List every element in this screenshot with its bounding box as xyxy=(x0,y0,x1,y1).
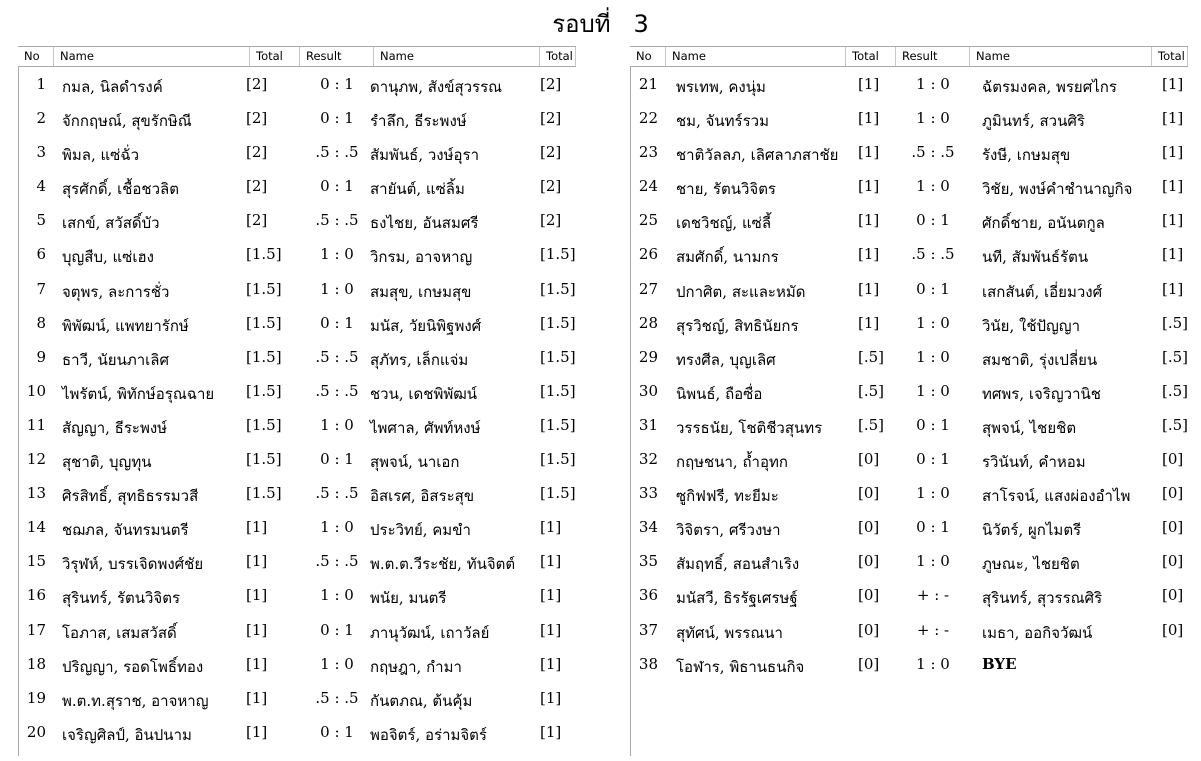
table-row[interactable] xyxy=(630,647,1188,681)
cell-player-name: สุชาติ, บุญทุน xyxy=(62,453,152,472)
table-row[interactable] xyxy=(18,544,576,578)
cell-opponent-name: ทศพร, เจริญวานิช xyxy=(982,384,1101,403)
table-row[interactable] xyxy=(630,613,1188,647)
cell-no: 35 xyxy=(638,552,658,571)
cell-player-total: [1] xyxy=(858,109,880,128)
cell-player-name: ทรงศีล, บุญเลิศ xyxy=(676,350,776,369)
cell-player-name: ศิรสิทธิ์, สุทธิธรรมวสี xyxy=(62,487,199,506)
cell-player-name: มนัสวี, ธิรรัฐเศรษฐ์ xyxy=(676,589,798,608)
cell-player-total: [0] xyxy=(858,654,880,673)
cell-opponent-total: [.5] xyxy=(1162,381,1189,400)
cell-opponent-total: [2] xyxy=(540,109,562,128)
cell-result: 1 : 0 xyxy=(916,177,950,196)
table-row[interactable] xyxy=(630,544,1188,578)
cell-no: 19 xyxy=(26,688,46,707)
cell-opponent-name: ชวน, เดชพิพัฒน์ xyxy=(370,384,478,403)
cell-opponent-name: สัมพันธ์, วงษ์อุรา xyxy=(370,146,479,165)
cell-player-total: [0] xyxy=(858,552,880,571)
table-row[interactable] xyxy=(18,135,576,169)
cell-opponent-name: ศักดิ์ชาย, อนันตกูล xyxy=(982,214,1105,233)
cell-player-total: [0] xyxy=(858,586,880,605)
cell-opponent-total: [1] xyxy=(540,688,562,707)
header-name[interactable]: Name xyxy=(666,47,846,66)
table-row[interactable] xyxy=(18,374,576,408)
cell-player-total: [1] xyxy=(858,177,880,196)
table-header xyxy=(18,46,576,67)
cell-result: .5 : .5 xyxy=(911,143,955,162)
cell-opponent-name: กฤษฎา, กำมา xyxy=(370,657,462,676)
cell-opponent-name: วิกรม, อาจหาญ xyxy=(370,248,473,267)
cell-opponent-total: [1.5] xyxy=(540,245,576,264)
cell-opponent-total: [0] xyxy=(1162,484,1184,503)
cell-opponent-name: BYE xyxy=(982,654,1017,673)
cell-no: 12 xyxy=(26,450,46,469)
cell-player-total: [1] xyxy=(858,279,880,298)
table-row[interactable] xyxy=(630,67,1188,101)
cell-result: 0 : 1 xyxy=(320,109,354,128)
cell-opponent-name: วิชัย, พงษ์คำชำนาญกิจ xyxy=(982,180,1133,199)
cell-no: 27 xyxy=(638,279,658,298)
cell-opponent-total: [.5] xyxy=(1162,415,1189,434)
cell-player-name: ชฌภล, จันทรมนตรี xyxy=(62,521,189,540)
cell-result: 1 : 0 xyxy=(320,518,354,537)
cell-result: 0 : 1 xyxy=(916,415,950,434)
cell-opponent-total: [.5] xyxy=(1162,313,1189,332)
cell-player-total: [0] xyxy=(858,484,880,503)
cell-player-name: สุรศักดิ์, เชื้อชวลิต xyxy=(62,180,179,199)
cell-no: 15 xyxy=(26,552,46,571)
cell-player-name: โอภาส, เสมสวัสดิ์ xyxy=(62,623,177,642)
cell-result: 1 : 0 xyxy=(916,313,950,332)
cell-player-total: [1] xyxy=(858,211,880,230)
table-row[interactable] xyxy=(18,306,576,340)
cell-opponent-total: [1] xyxy=(1162,211,1184,230)
table-row[interactable] xyxy=(630,476,1188,510)
cell-player-name: พ.ต.ท.สุราช, อาจหาญ xyxy=(62,691,209,710)
cell-opponent-total: [1] xyxy=(540,518,562,537)
cell-opponent-total: [1] xyxy=(540,654,562,673)
cell-player-name: พิพัฒน์, แพทยารักษ์ xyxy=(62,316,189,335)
cell-result: 1 : 0 xyxy=(916,552,950,571)
cell-opponent-total: [2] xyxy=(540,143,562,162)
cell-player-total: [2] xyxy=(246,177,268,196)
cell-opponent-name: สมสุข, เกษมสุข xyxy=(370,282,472,301)
cell-opponent-total: [2] xyxy=(540,211,562,230)
cell-player-name: พรเทพ, คงนุ่ม xyxy=(676,78,766,96)
cell-result: 1 : 0 xyxy=(320,654,354,673)
cell-no: 34 xyxy=(638,518,658,537)
cell-opponent-total: [1] xyxy=(540,552,562,571)
cell-result: .5 : .5 xyxy=(315,381,359,400)
cell-player-total: [1.5] xyxy=(246,381,282,400)
cell-result: 1 : 0 xyxy=(320,245,354,264)
table-row[interactable] xyxy=(630,374,1188,408)
header-total-opponent[interactable]: Total xyxy=(1152,47,1188,66)
header-total[interactable]: Total xyxy=(846,47,896,66)
cell-opponent-name: กันตภณ, ต้นคุ้ม xyxy=(370,691,473,710)
cell-opponent-total: [1.5] xyxy=(540,381,576,400)
cell-opponent-name: ภูษณะ, ไชยชิต xyxy=(982,555,1080,574)
cell-player-name: จตุพร, ละการชั่ว xyxy=(62,282,170,301)
cell-no: 10 xyxy=(26,381,46,400)
cell-player-total: [1] xyxy=(858,75,880,93)
cell-result: 0 : 1 xyxy=(320,620,354,639)
cell-opponent-total: [1.5] xyxy=(540,347,576,366)
table-row[interactable] xyxy=(630,340,1188,374)
cell-player-total: [1.5] xyxy=(246,450,282,469)
cell-player-total: [.5] xyxy=(858,415,885,434)
cell-opponent-total: [1] xyxy=(1162,279,1184,298)
cell-no: 4 xyxy=(36,177,46,196)
cell-player-name: นิพนธ์, ถือซื่อ xyxy=(676,384,763,403)
cell-result: 1 : 0 xyxy=(916,654,950,673)
header-result[interactable]: Result xyxy=(896,47,970,66)
table-row[interactable] xyxy=(18,408,576,442)
cell-result: 1 : 0 xyxy=(916,109,950,128)
cell-player-total: [1.5] xyxy=(246,347,282,366)
cell-no: 14 xyxy=(26,518,46,537)
cell-player-total: [.5] xyxy=(858,347,885,366)
cell-no: 36 xyxy=(638,586,658,605)
table-row[interactable] xyxy=(630,237,1188,271)
table-row[interactable] xyxy=(630,442,1188,476)
cell-opponent-name: พอจิตร์, อร่ามจิตร์ xyxy=(370,725,487,744)
cell-no: 1 xyxy=(36,75,46,93)
cell-opponent-total: [0] xyxy=(1162,450,1184,469)
table-row[interactable] xyxy=(18,510,576,544)
cell-player-total: [.5] xyxy=(858,381,885,400)
cell-no: 23 xyxy=(638,143,658,162)
cell-opponent-name: พ.ต.ต.วีระชัย, ทันจิตต์ xyxy=(370,555,516,574)
table-row[interactable] xyxy=(630,101,1188,135)
cell-opponent-total: [1] xyxy=(1162,109,1184,128)
cell-no: 16 xyxy=(26,586,46,605)
pairings-table-left xyxy=(18,46,576,749)
cell-result: 1 : 0 xyxy=(320,279,354,298)
cell-player-name: ปกาศิต, สะและหมัด xyxy=(676,282,806,301)
cell-no: 28 xyxy=(638,313,658,332)
cell-player-name: สุรินทร์, รัตนวิจิตร xyxy=(62,589,181,608)
cell-result: 1 : 0 xyxy=(916,75,950,93)
cell-player-total: [1] xyxy=(858,143,880,162)
cell-no: 38 xyxy=(638,654,658,673)
table-row[interactable] xyxy=(630,135,1188,169)
cell-opponent-total: [1] xyxy=(1162,177,1184,196)
cell-result: .5 : .5 xyxy=(315,552,359,571)
cell-no: 8 xyxy=(36,313,46,332)
cell-player-total: [1.5] xyxy=(246,245,282,264)
cell-player-name: วรรธนัย, โชติชีวสุนทร xyxy=(676,418,823,437)
cell-player-name: วิจิตรา, ศรีวงษา xyxy=(676,521,781,540)
cell-no: 20 xyxy=(26,722,46,741)
cell-result: .5 : .5 xyxy=(315,211,359,230)
cell-player-name: บุญสืบ, แซ่เฮง xyxy=(62,248,154,267)
cell-player-name: วิรุฬห์, บรรเจิดพงศ์ชัย xyxy=(62,555,204,574)
table-row[interactable] xyxy=(18,340,576,374)
cell-no: 18 xyxy=(26,654,46,673)
cell-player-name: ซูกิฟฟรี, ทะยีมะ xyxy=(676,487,779,506)
cell-player-total: [1] xyxy=(246,552,268,571)
header-no[interactable]: No xyxy=(18,47,54,66)
cell-opponent-total: [.5] xyxy=(1162,347,1189,366)
cell-no: 9 xyxy=(36,347,46,366)
cell-opponent-total: [1] xyxy=(540,722,562,741)
cell-result: 0 : 1 xyxy=(320,177,354,196)
cell-result: 1 : 0 xyxy=(916,484,950,503)
cell-opponent-total: [2] xyxy=(540,177,562,196)
cell-player-total: [1.5] xyxy=(246,484,282,503)
cell-player-name: กมล, นิลดำรงค์ xyxy=(62,78,163,96)
cell-player-name: สัญญา, ธีระพงษ์ xyxy=(62,418,168,437)
cell-player-name: สมศักดิ์, นามกร xyxy=(676,248,779,267)
cell-result: 0 : 1 xyxy=(916,450,950,469)
cell-no: 22 xyxy=(638,109,658,128)
cell-opponent-name: ฉัตรมงคล, พรยศไกร xyxy=(982,78,1117,96)
cell-no: 17 xyxy=(26,620,46,639)
cell-result: + : - xyxy=(916,620,950,639)
cell-player-total: [1] xyxy=(246,654,268,673)
cell-opponent-name: ไพศาล, ศัพท์หงษ์ xyxy=(370,418,481,437)
page-title: รอบที่ 3 xyxy=(552,10,649,38)
cell-opponent-name: พนัย, มนตรี xyxy=(370,589,447,608)
cell-result: + : - xyxy=(916,586,950,605)
cell-opponent-name: ภานุวัฒน์, เถาวัลย์ xyxy=(370,623,490,642)
cell-player-total: [2] xyxy=(246,75,268,93)
cell-opponent-total: [1] xyxy=(540,586,562,605)
cell-opponent-total: [0] xyxy=(1162,586,1184,605)
table-row[interactable] xyxy=(18,101,576,135)
cell-no: 31 xyxy=(638,415,658,434)
header-no[interactable]: No xyxy=(630,47,666,66)
cell-opponent-name: รวินันท์, คำหอม xyxy=(982,453,1086,472)
cell-player-total: [2] xyxy=(246,109,268,128)
pairings-table-right xyxy=(630,46,1188,681)
cell-player-total: [1] xyxy=(858,245,880,264)
cell-player-name: ธาวี, นัยนภาเลิศ xyxy=(62,350,169,369)
table-row[interactable] xyxy=(18,67,576,101)
cell-result: 0 : 1 xyxy=(320,313,354,332)
cell-opponent-total: [0] xyxy=(1162,552,1184,571)
cell-player-total: [1.5] xyxy=(246,313,282,332)
table-row[interactable] xyxy=(18,681,576,715)
cell-no: 30 xyxy=(638,381,658,400)
cell-opponent-name: สุพจน์, นาเอก xyxy=(370,453,460,472)
cell-opponent-name: เสกสันต์, เอี่ยมวงศ์ xyxy=(982,282,1103,301)
table-row[interactable] xyxy=(18,272,576,306)
cell-player-name: กฤษชนา, ถ้ำอุทก xyxy=(676,453,788,472)
table-row[interactable] xyxy=(630,510,1188,544)
cell-player-name: ปริญญา, รอดโพธิ์ทอง xyxy=(62,657,204,676)
cell-player-total: [1] xyxy=(246,586,268,605)
cell-result: 0 : 1 xyxy=(320,75,354,93)
table-row[interactable] xyxy=(18,613,576,647)
cell-no: 37 xyxy=(638,620,658,639)
cell-opponent-total: [1] xyxy=(1162,143,1184,162)
cell-result: .5 : .5 xyxy=(315,688,359,707)
cell-opponent-total: [2] xyxy=(540,75,562,93)
cell-result: 1 : 0 xyxy=(320,415,354,434)
cell-opponent-name: วินัย, ใช้ปัญญา xyxy=(982,316,1081,335)
cell-opponent-name: นิวัตร์, ผูกไมตรี xyxy=(982,521,1082,540)
cell-player-name: สัมฤทธิ์, สอนสำเริง xyxy=(676,555,800,574)
cell-player-name: โอฬาร, พิธานธนกิจ xyxy=(676,657,805,676)
cell-no: 11 xyxy=(26,415,46,434)
cell-player-name: ชาย, รัตนวิจิตร xyxy=(676,180,776,199)
cell-opponent-name: ดานุภพ, สังข์สุวรรณ xyxy=(370,78,503,96)
cell-opponent-name: นที, สัมพันธ์รัตน xyxy=(982,248,1089,267)
cell-result: .5 : .5 xyxy=(911,245,955,264)
cell-no: 25 xyxy=(638,211,658,230)
cell-opponent-name: ธงไชย, อันสมศรี xyxy=(370,214,479,233)
cell-no: 21 xyxy=(638,75,658,93)
cell-opponent-name: ภูมินทร์, สวนศิริ xyxy=(982,112,1085,131)
cell-no: 33 xyxy=(638,484,658,503)
table-row[interactable] xyxy=(630,578,1188,612)
table-row[interactable] xyxy=(18,169,576,203)
table-row[interactable] xyxy=(18,647,576,681)
cell-opponent-total: [1] xyxy=(1162,245,1184,264)
cell-opponent-name: สาโรจน์, แสงผ่องอำไพ xyxy=(982,487,1131,506)
cell-opponent-total: [1.5] xyxy=(540,279,576,298)
table-row[interactable] xyxy=(630,169,1188,203)
cell-no: 32 xyxy=(638,450,658,469)
cell-opponent-total: [1.5] xyxy=(540,484,576,503)
cell-result: 0 : 1 xyxy=(916,211,950,230)
table-row[interactable] xyxy=(630,408,1188,442)
cell-opponent-total: [1] xyxy=(1162,75,1184,93)
cell-no: 3 xyxy=(36,143,46,162)
cell-opponent-name: อิสเรศ, อิสระสุข xyxy=(370,487,475,506)
header-name-opponent[interactable]: Name xyxy=(374,47,540,66)
cell-opponent-name: สุภัทร, เล็กแจ่ม xyxy=(370,350,469,369)
cell-result: 0 : 1 xyxy=(320,722,354,741)
cell-result: 0 : 1 xyxy=(916,279,950,298)
cell-no: 7 xyxy=(36,279,46,298)
cell-player-name: สุทัศน์, พรรณนา xyxy=(676,623,783,642)
header-total-opponent[interactable]: Total xyxy=(540,47,576,66)
cell-result: 1 : 0 xyxy=(916,381,950,400)
header-name[interactable]: Name xyxy=(54,47,250,66)
cell-no: 24 xyxy=(638,177,658,196)
cell-player-total: [0] xyxy=(858,518,880,537)
cell-result: 1 : 0 xyxy=(916,347,950,366)
cell-player-total: [0] xyxy=(858,450,880,469)
cell-player-total: [1] xyxy=(246,722,268,741)
table-row[interactable] xyxy=(18,237,576,271)
cell-no: 5 xyxy=(36,211,46,230)
cell-player-total: [1] xyxy=(246,518,268,537)
table-header xyxy=(630,46,1188,67)
cell-opponent-name: สายันต์, แซ่ลิ้ม xyxy=(370,180,465,199)
cell-opponent-total: [1.5] xyxy=(540,415,576,434)
cell-player-total: [1] xyxy=(858,313,880,332)
cell-player-total: [1] xyxy=(246,688,268,707)
cell-opponent-name: สมชาติ, รุ่งเปลี่ยน xyxy=(982,350,1098,369)
cell-player-total: [2] xyxy=(246,143,268,162)
table-row[interactable] xyxy=(630,306,1188,340)
cell-no: 26 xyxy=(638,245,658,264)
cell-result: .5 : .5 xyxy=(315,347,359,366)
cell-player-name: เสกข์, สวัสดิ์บัว xyxy=(62,214,160,233)
cell-result: 0 : 1 xyxy=(320,450,354,469)
table-row[interactable] xyxy=(630,272,1188,306)
header-result[interactable]: Result xyxy=(300,47,374,66)
cell-no: 6 xyxy=(36,245,46,264)
cell-result: .5 : .5 xyxy=(315,484,359,503)
cell-opponent-name: สุรินทร์, สุวรรณศิริ xyxy=(982,589,1103,608)
cell-player-total: [2] xyxy=(246,211,268,230)
cell-player-name: ชม, จันทร์รวม xyxy=(676,112,769,131)
cell-no: 2 xyxy=(36,109,46,128)
cell-opponent-name: เมธา, ออกิจวัฒน์ xyxy=(982,623,1093,642)
table-row[interactable] xyxy=(18,442,576,476)
table-row[interactable] xyxy=(18,203,576,237)
cell-opponent-total: [0] xyxy=(1162,518,1184,537)
cell-player-name: จักกฤษณ์, สุขรักษิณี xyxy=(62,112,192,131)
cell-opponent-name: มนัส, วัยนิพิฐพงศ์ xyxy=(370,316,482,335)
cell-result: 0 : 1 xyxy=(916,518,950,537)
cell-result: 1 : 0 xyxy=(320,586,354,605)
cell-player-total: [1.5] xyxy=(246,279,282,298)
cell-player-name: สุรวิชญ์, สิทธินัยกร xyxy=(676,316,799,335)
cell-opponent-total: [1] xyxy=(540,620,562,639)
cell-opponent-name: ประวิทย์, คมขำ xyxy=(370,521,471,540)
header-name-opponent[interactable]: Name xyxy=(970,47,1152,66)
cell-opponent-total: [1.5] xyxy=(540,313,576,332)
cell-player-name: เดชวิชญ์, แซ่ลี้ xyxy=(676,214,772,233)
cell-player-name: เจริญศิลป์, อินปนาม xyxy=(62,725,192,744)
table-row[interactable] xyxy=(18,578,576,612)
cell-player-total: [1.5] xyxy=(246,415,282,434)
cell-player-total: [0] xyxy=(858,620,880,639)
table-row[interactable] xyxy=(18,476,576,510)
cell-opponent-total: [0] xyxy=(1162,620,1184,639)
cell-player-name: ชาติวัลลภ, เลิศลาภสาชัย xyxy=(676,146,839,165)
cell-result: .5 : .5 xyxy=(315,143,359,162)
table-row[interactable] xyxy=(18,715,576,749)
header-total[interactable]: Total xyxy=(250,47,300,66)
cell-no: 13 xyxy=(26,484,46,503)
cell-player-name: ไพรัตน์, พิทักษ์อรุณฉาย xyxy=(62,384,215,403)
table-row[interactable] xyxy=(630,203,1188,237)
cell-opponent-total: [1.5] xyxy=(540,450,576,469)
cell-opponent-name: รำลึก, ธีระพงษ์ xyxy=(370,112,467,131)
cell-no: 29 xyxy=(638,347,658,366)
cell-player-total: [1] xyxy=(246,620,268,639)
cell-opponent-name: รังษี, เกษมสุข xyxy=(982,146,1071,165)
cell-player-name: พิมล, แซ่ฉั่ว xyxy=(62,146,139,165)
cell-opponent-name: สุพจน์, ไชยชิต xyxy=(982,418,1077,437)
